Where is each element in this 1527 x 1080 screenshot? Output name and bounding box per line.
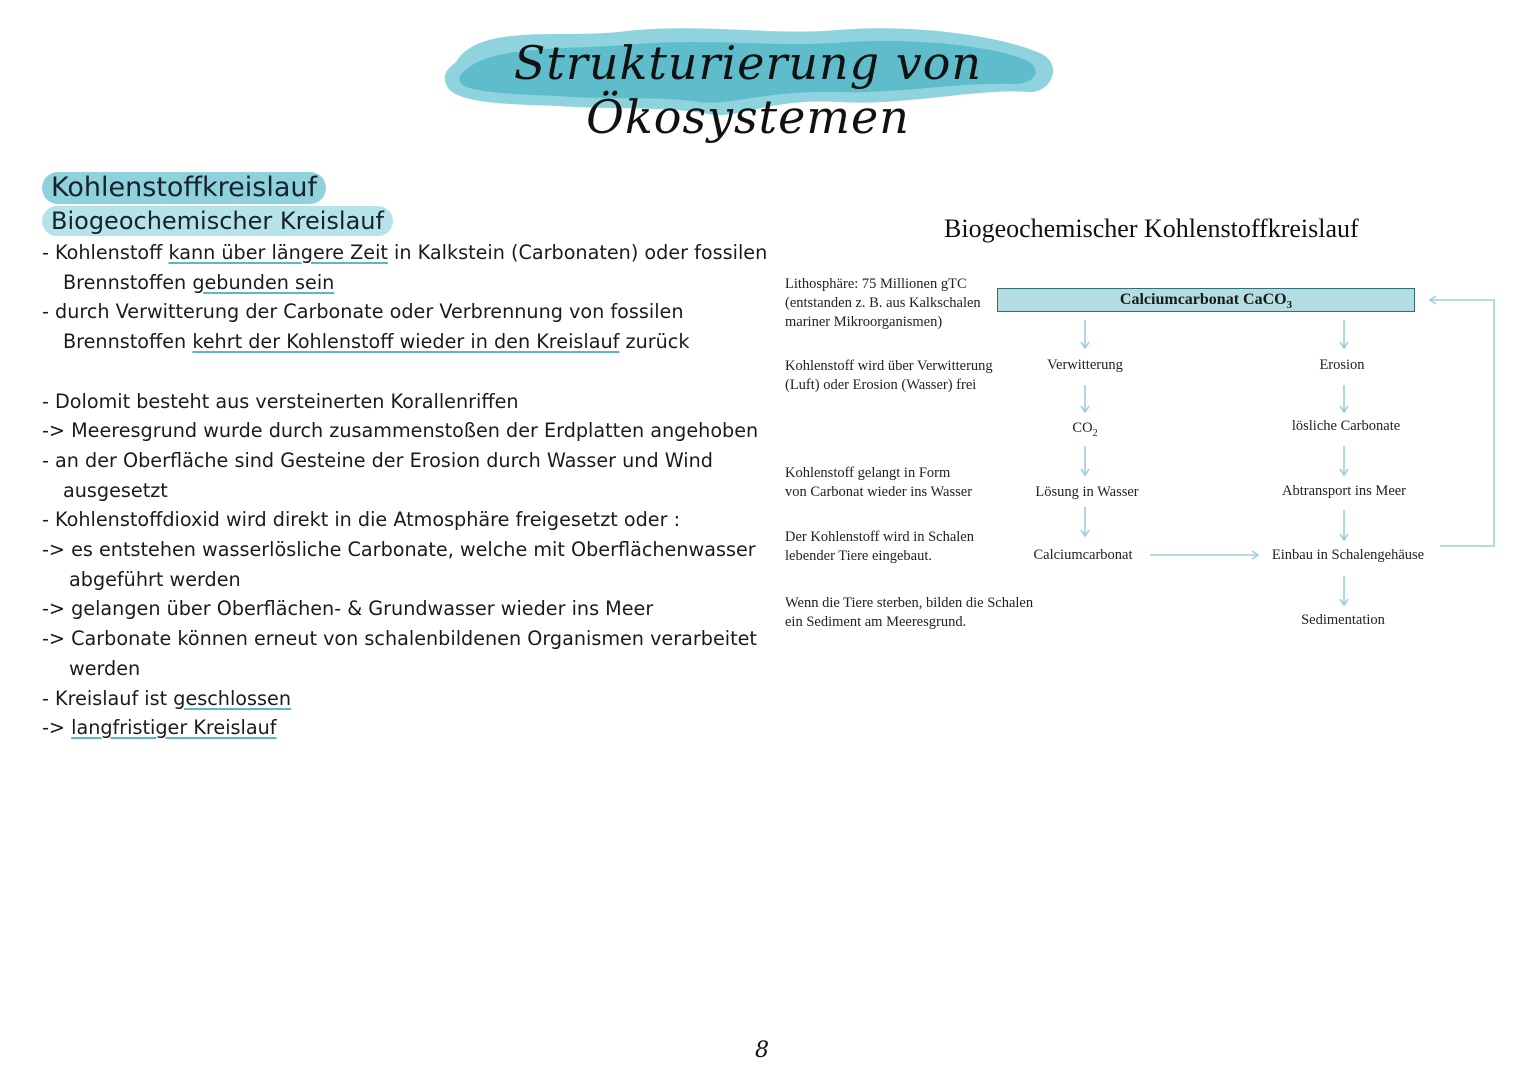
notes-section bbox=[42, 172, 768, 743]
note-line: Brennstoffen gebunden sein bbox=[63, 270, 335, 294]
page-title: Strukturierung von Ökosystemen bbox=[513, 36, 983, 144]
node-sedimentation: Sedimentation bbox=[1301, 612, 1385, 628]
carbon-cycle-diagram bbox=[770, 200, 1510, 660]
arrow-return-loop bbox=[1430, 300, 1494, 546]
node-co2: $CO_2$ bbox=[1072, 420, 1098, 439]
note-line: -> langfristiger Kreislauf bbox=[42, 716, 277, 740]
step-release-label: Kohlenstoff wird über Verwitterung (Luft) oder Erosion (Wasser) frei bbox=[785, 358, 993, 393]
section-subheading: Biogeochemischer Kreislauf bbox=[42, 206, 393, 236]
note-line: - an der Oberfläche sind Gesteine der Erosion durch Wasser und Wind bbox=[42, 448, 713, 472]
note-line: ausgesetzt bbox=[63, 478, 168, 502]
note-line: abgeführt werden bbox=[69, 567, 241, 591]
note-line: - Kohlenstoff kann über längere Zeit in Kalkstein (Carbonaten) oder fossilen bbox=[42, 241, 768, 264]
lithosphere-label: Lithosphäre: 75 Millionen gTC (entstanden z. B. aus Kalkschalen mariner Mikroorganismen) bbox=[785, 276, 981, 330]
step-shells-label: Der Kohlenstoff wird in Schalen lebender Tiere eingebaut. bbox=[785, 529, 974, 564]
note-line: -> Carbonate können erneut von schalenbildenen Organismen verarbeitet bbox=[42, 627, 757, 651]
page-number: 8 bbox=[755, 1038, 769, 1063]
step-water-label: Kohlenstoff gelangt in Form von Carbonat wieder ins Wasser bbox=[785, 465, 973, 500]
page-title-banner bbox=[438, 14, 1058, 144]
node-einbau: Einbau in Schalengehäuse bbox=[1271, 547, 1425, 563]
node-loesung-in-wasser: Lösung in Wasser bbox=[1035, 484, 1139, 500]
note-line: -> gelangen über Oberflächen- & Grundwasser wieder ins Meer bbox=[42, 597, 654, 621]
diagram-title: Biogeochemischer Kohlenstoffkreislauf bbox=[944, 214, 1359, 243]
node-verwitterung: Verwitterung bbox=[1047, 357, 1123, 373]
note-line: werden bbox=[69, 656, 141, 680]
note-line: Brennstoffen kehrt der Kohlenstoff wieder in den Kreislauf zurück bbox=[63, 330, 690, 354]
step-sediment-label: Wenn die Tiere sterben, bilden die Schalen ein Sediment am Meeresgrund. bbox=[785, 595, 1034, 630]
calciumcarbonat-box: Calciumcarbonat CaCO$_3$ bbox=[997, 288, 1415, 312]
node-loesliche-carbonate: lösliche Carbonate bbox=[1291, 418, 1401, 434]
node-calciumcarbonat: Calciumcarbonat bbox=[1033, 547, 1133, 563]
note-line: -> Meeresgrund wurde durch zusammenstoßen der Erdplatten angehoben bbox=[42, 419, 759, 443]
note-line: -> es entstehen wasserlösliche Carbonate, welche mit Oberflächenwasser bbox=[42, 538, 756, 562]
note-line: - Kreislauf ist geschlossen bbox=[42, 686, 291, 710]
node-erosion: Erosion bbox=[1319, 357, 1365, 373]
note-line: - Kohlenstoffdioxid wird direkt in die Atmosphäre freigesetzt oder : bbox=[42, 508, 681, 532]
note-line: - durch Verwitterung der Carbonate oder Verbrennung von fossilen bbox=[42, 300, 684, 324]
node-abtransport: Abtransport ins Meer bbox=[1281, 483, 1407, 499]
section-heading: Kohlenstoffkreislauf bbox=[42, 172, 326, 204]
note-line: - Dolomit besteht aus versteinerten Korallenriffen bbox=[42, 389, 519, 413]
